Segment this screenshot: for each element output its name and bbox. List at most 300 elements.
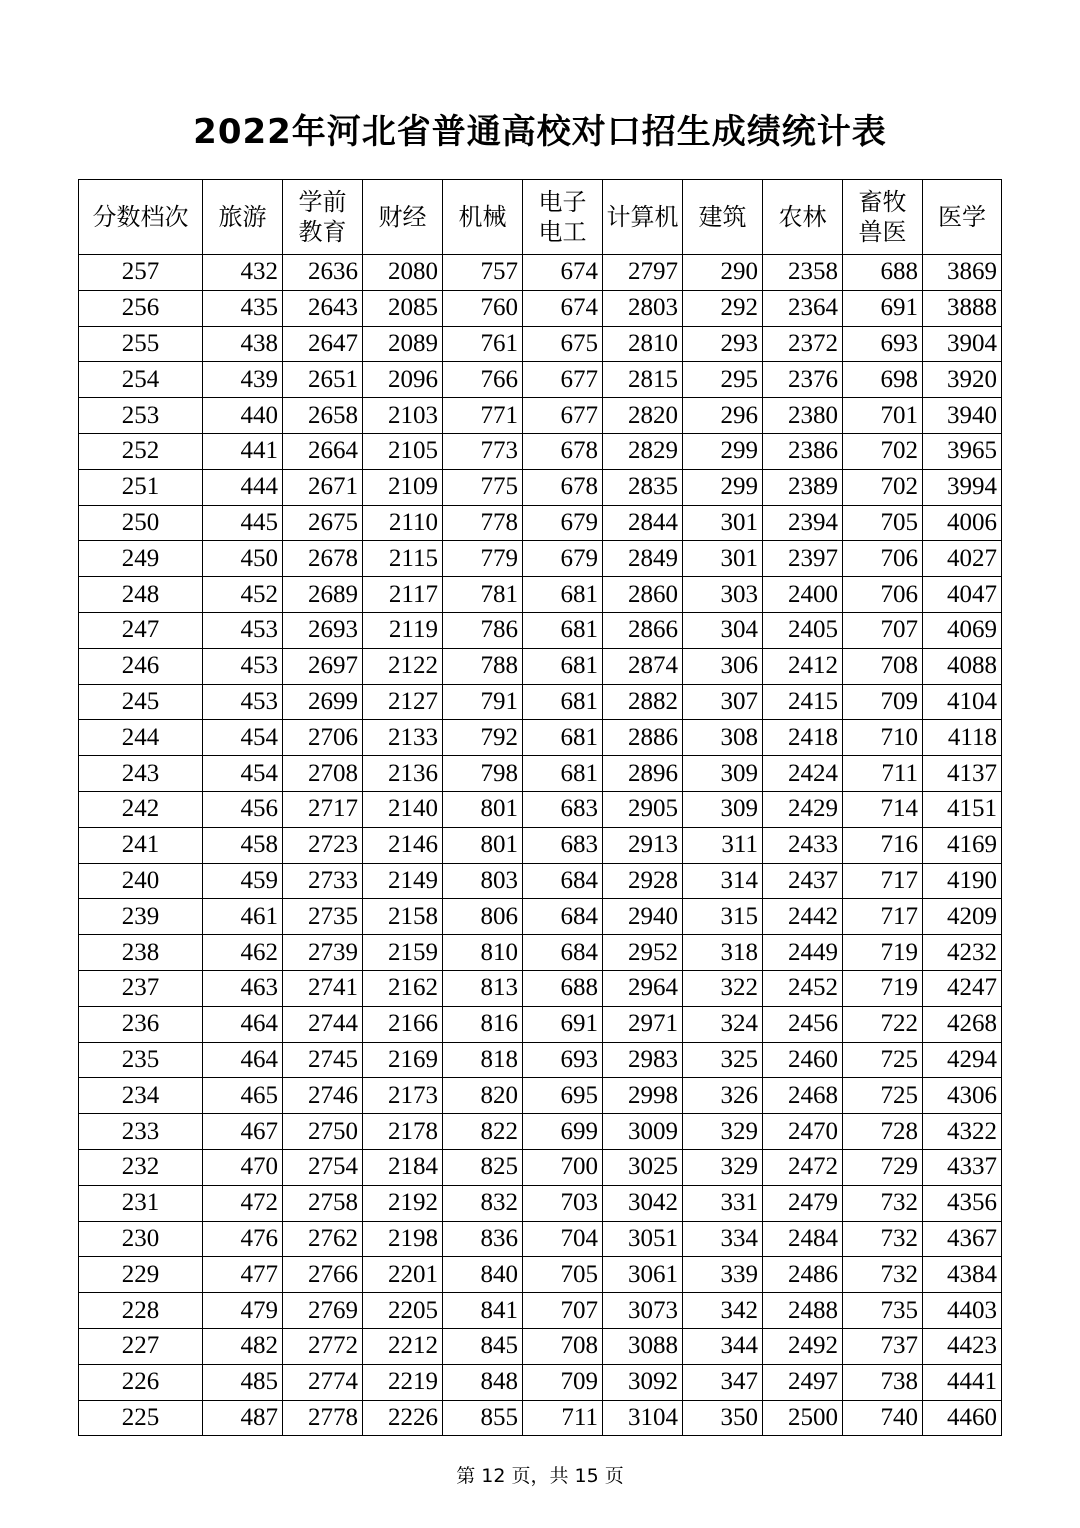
count-cell: 2192 [363, 1185, 443, 1221]
count-cell: 738 [843, 1364, 923, 1400]
count-cell: 699 [523, 1114, 603, 1150]
score-cell: 237 [79, 970, 203, 1006]
count-cell: 4294 [923, 1042, 1002, 1078]
count-cell: 4118 [923, 720, 1002, 756]
column-header: 建筑 [683, 180, 763, 255]
count-cell: 4403 [923, 1293, 1002, 1329]
count-cell: 3051 [603, 1221, 683, 1257]
count-cell: 806 [443, 899, 523, 935]
count-cell: 2675 [283, 505, 363, 541]
count-cell: 2998 [603, 1078, 683, 1114]
count-cell: 2882 [603, 684, 683, 720]
count-cell: 292 [683, 290, 763, 326]
count-cell: 2442 [763, 899, 843, 935]
count-cell: 314 [683, 863, 763, 899]
count-cell: 2769 [283, 1293, 363, 1329]
count-cell: 2105 [363, 433, 443, 469]
count-cell: 708 [843, 648, 923, 684]
table-row [79, 1006, 1002, 1042]
count-cell: 2415 [763, 684, 843, 720]
count-cell: 2358 [763, 255, 843, 291]
count-cell: 318 [683, 935, 763, 971]
count-cell: 2424 [763, 756, 843, 792]
count-cell: 771 [443, 398, 523, 434]
count-cell: 729 [843, 1149, 923, 1185]
count-cell: 4047 [923, 577, 1002, 613]
count-cell: 679 [523, 541, 603, 577]
count-cell: 3994 [923, 469, 1002, 505]
count-cell: 855 [443, 1400, 523, 1436]
count-cell: 2913 [603, 827, 683, 863]
column-header: 计算机 [603, 180, 683, 255]
count-cell: 452 [203, 577, 283, 613]
count-cell: 678 [523, 433, 603, 469]
count-cell: 2437 [763, 863, 843, 899]
count-cell: 3920 [923, 362, 1002, 398]
count-cell: 681 [523, 612, 603, 648]
table-row [79, 469, 1002, 505]
count-cell: 307 [683, 684, 763, 720]
count-cell: 2896 [603, 756, 683, 792]
count-cell: 2699 [283, 684, 363, 720]
count-cell: 709 [523, 1364, 603, 1400]
count-cell: 841 [443, 1293, 523, 1329]
table-row [79, 1364, 1002, 1400]
count-cell: 2470 [763, 1114, 843, 1150]
count-cell: 2952 [603, 935, 683, 971]
count-cell: 2397 [763, 541, 843, 577]
count-cell: 681 [523, 720, 603, 756]
score-cell: 225 [79, 1400, 203, 1436]
count-cell: 706 [843, 577, 923, 613]
score-cell: 248 [79, 577, 203, 613]
count-cell: 681 [523, 577, 603, 613]
count-cell: 2178 [363, 1114, 443, 1150]
count-cell: 3009 [603, 1114, 683, 1150]
table-row [79, 684, 1002, 720]
count-cell: 3073 [603, 1293, 683, 1329]
count-cell: 326 [683, 1078, 763, 1114]
count-cell: 2159 [363, 935, 443, 971]
score-cell: 229 [79, 1257, 203, 1293]
count-cell: 2829 [603, 433, 683, 469]
count-cell: 2460 [763, 1042, 843, 1078]
score-cell: 246 [79, 648, 203, 684]
count-cell: 4169 [923, 827, 1002, 863]
count-cell: 459 [203, 863, 283, 899]
count-cell: 2708 [283, 756, 363, 792]
count-cell: 2364 [763, 290, 843, 326]
count-cell: 702 [843, 469, 923, 505]
count-cell: 2226 [363, 1400, 443, 1436]
count-cell: 773 [443, 433, 523, 469]
table-row [79, 827, 1002, 863]
count-cell: 295 [683, 362, 763, 398]
table-row [79, 612, 1002, 648]
count-cell: 695 [523, 1078, 603, 1114]
score-cell: 252 [79, 433, 203, 469]
count-cell: 3104 [603, 1400, 683, 1436]
score-cell: 245 [79, 684, 203, 720]
count-cell: 2449 [763, 935, 843, 971]
count-cell: 798 [443, 756, 523, 792]
count-cell: 2205 [363, 1293, 443, 1329]
count-cell: 2158 [363, 899, 443, 935]
count-cell: 691 [843, 290, 923, 326]
count-cell: 487 [203, 1400, 283, 1436]
table-row [79, 863, 1002, 899]
count-cell: 677 [523, 398, 603, 434]
count-cell: 710 [843, 720, 923, 756]
count-cell: 2400 [763, 577, 843, 613]
count-cell: 2418 [763, 720, 843, 756]
count-cell: 4137 [923, 756, 1002, 792]
column-header: 农林 [763, 180, 843, 255]
count-cell: 704 [523, 1221, 603, 1257]
count-cell: 716 [843, 827, 923, 863]
count-cell: 714 [843, 791, 923, 827]
count-cell: 299 [683, 433, 763, 469]
count-cell: 2488 [763, 1293, 843, 1329]
score-cell: 251 [79, 469, 203, 505]
count-cell: 683 [523, 791, 603, 827]
count-cell: 2162 [363, 970, 443, 1006]
count-cell: 725 [843, 1078, 923, 1114]
count-cell: 472 [203, 1185, 283, 1221]
count-cell: 832 [443, 1185, 523, 1221]
count-cell: 683 [523, 827, 603, 863]
table-row [79, 970, 1002, 1006]
count-cell: 2219 [363, 1364, 443, 1400]
count-cell: 2169 [363, 1042, 443, 1078]
count-cell: 3092 [603, 1364, 683, 1400]
count-cell: 322 [683, 970, 763, 1006]
count-cell: 818 [443, 1042, 523, 1078]
score-cell: 250 [79, 505, 203, 541]
count-cell: 2758 [283, 1185, 363, 1221]
count-cell: 304 [683, 612, 763, 648]
count-cell: 836 [443, 1221, 523, 1257]
table-row [79, 1400, 1002, 1436]
count-cell: 2133 [363, 720, 443, 756]
count-cell: 3965 [923, 433, 1002, 469]
count-cell: 700 [523, 1149, 603, 1185]
count-cell: 681 [523, 684, 603, 720]
count-cell: 717 [843, 899, 923, 935]
count-cell: 2810 [603, 326, 683, 362]
count-cell: 757 [443, 255, 523, 291]
count-cell: 677 [523, 362, 603, 398]
count-cell: 4337 [923, 1149, 1002, 1185]
count-cell: 309 [683, 791, 763, 827]
table-row [79, 398, 1002, 434]
count-cell: 2983 [603, 1042, 683, 1078]
count-cell: 705 [523, 1257, 603, 1293]
count-cell: 678 [523, 469, 603, 505]
count-cell: 2456 [763, 1006, 843, 1042]
count-cell: 467 [203, 1114, 283, 1150]
count-cell: 2647 [283, 326, 363, 362]
column-header: 学前 教育 [283, 180, 363, 255]
count-cell: 735 [843, 1293, 923, 1329]
count-cell: 848 [443, 1364, 523, 1400]
count-cell: 301 [683, 541, 763, 577]
count-cell: 2479 [763, 1185, 843, 1221]
count-cell: 2122 [363, 648, 443, 684]
score-cell: 227 [79, 1328, 203, 1364]
count-cell: 791 [443, 684, 523, 720]
score-cell: 234 [79, 1078, 203, 1114]
count-cell: 674 [523, 255, 603, 291]
table-row [79, 433, 1002, 469]
count-cell: 342 [683, 1293, 763, 1329]
table-row [79, 1149, 1002, 1185]
count-cell: 4247 [923, 970, 1002, 1006]
count-cell: 2866 [603, 612, 683, 648]
count-cell: 701 [843, 398, 923, 434]
count-cell: 2394 [763, 505, 843, 541]
table-row [79, 1257, 1002, 1293]
count-cell: 2486 [763, 1257, 843, 1293]
table-row [79, 1185, 1002, 1221]
table-row [79, 1042, 1002, 1078]
score-cell: 228 [79, 1293, 203, 1329]
count-cell: 445 [203, 505, 283, 541]
count-cell: 4006 [923, 505, 1002, 541]
count-cell: 4356 [923, 1185, 1002, 1221]
count-cell: 482 [203, 1328, 283, 1364]
score-cell: 255 [79, 326, 203, 362]
count-cell: 2184 [363, 1149, 443, 1185]
count-cell: 441 [203, 433, 283, 469]
count-cell: 309 [683, 756, 763, 792]
count-cell: 2778 [283, 1400, 363, 1436]
count-cell: 293 [683, 326, 763, 362]
count-cell: 725 [843, 1042, 923, 1078]
count-cell: 308 [683, 720, 763, 756]
count-cell: 786 [443, 612, 523, 648]
score-cell: 226 [79, 1364, 203, 1400]
count-cell: 2198 [363, 1221, 443, 1257]
count-cell: 2741 [283, 970, 363, 1006]
score-table-wrapper [78, 179, 1001, 1436]
count-cell: 2754 [283, 1149, 363, 1185]
count-cell: 444 [203, 469, 283, 505]
count-cell: 792 [443, 720, 523, 756]
column-header: 机械 [443, 180, 523, 255]
count-cell: 4069 [923, 612, 1002, 648]
count-cell: 732 [843, 1257, 923, 1293]
count-cell: 2429 [763, 791, 843, 827]
count-cell: 4306 [923, 1078, 1002, 1114]
count-cell: 458 [203, 827, 283, 863]
count-cell: 4232 [923, 935, 1002, 971]
count-cell: 4322 [923, 1114, 1002, 1150]
count-cell: 740 [843, 1400, 923, 1436]
table-row [79, 1114, 1002, 1150]
count-cell: 691 [523, 1006, 603, 1042]
count-cell: 2636 [283, 255, 363, 291]
count-cell: 296 [683, 398, 763, 434]
count-cell: 2500 [763, 1400, 843, 1436]
count-cell: 711 [843, 756, 923, 792]
count-cell: 2723 [283, 827, 363, 863]
count-cell: 4190 [923, 863, 1002, 899]
count-cell: 438 [203, 326, 283, 362]
count-cell: 2372 [763, 326, 843, 362]
count-cell: 2085 [363, 290, 443, 326]
count-cell: 2658 [283, 398, 363, 434]
count-cell: 2750 [283, 1114, 363, 1150]
count-cell: 2860 [603, 577, 683, 613]
count-cell: 462 [203, 935, 283, 971]
score-cell: 235 [79, 1042, 203, 1078]
count-cell: 311 [683, 827, 763, 863]
count-cell: 2735 [283, 899, 363, 935]
score-cell: 231 [79, 1185, 203, 1221]
page-title: 2022年河北省普通高校对口招生成绩统计表 [193, 112, 887, 152]
score-cell: 238 [79, 935, 203, 971]
count-cell: 2664 [283, 433, 363, 469]
table-row [79, 290, 1002, 326]
score-cell: 247 [79, 612, 203, 648]
count-cell: 816 [443, 1006, 523, 1042]
count-cell: 2772 [283, 1328, 363, 1364]
count-cell: 329 [683, 1114, 763, 1150]
count-cell: 681 [523, 648, 603, 684]
count-cell: 2803 [603, 290, 683, 326]
count-cell: 347 [683, 1364, 763, 1400]
count-cell: 2110 [363, 505, 443, 541]
count-cell: 325 [683, 1042, 763, 1078]
count-cell: 331 [683, 1185, 763, 1221]
count-cell: 2797 [603, 255, 683, 291]
count-cell: 688 [843, 255, 923, 291]
count-cell: 737 [843, 1328, 923, 1364]
count-cell: 2746 [283, 1078, 363, 1114]
count-cell: 453 [203, 648, 283, 684]
count-cell: 693 [843, 326, 923, 362]
score-cell: 233 [79, 1114, 203, 1150]
count-cell: 2689 [283, 577, 363, 613]
count-cell: 2089 [363, 326, 443, 362]
score-cell: 236 [79, 1006, 203, 1042]
count-cell: 450 [203, 541, 283, 577]
count-cell: 2103 [363, 398, 443, 434]
count-cell: 324 [683, 1006, 763, 1042]
count-cell: 709 [843, 684, 923, 720]
count-cell: 301 [683, 505, 763, 541]
count-cell: 719 [843, 935, 923, 971]
count-cell: 810 [443, 935, 523, 971]
count-cell: 825 [443, 1149, 523, 1185]
count-cell: 707 [843, 612, 923, 648]
score-cell: 244 [79, 720, 203, 756]
count-cell: 674 [523, 290, 603, 326]
count-cell: 732 [843, 1221, 923, 1257]
count-cell: 2964 [603, 970, 683, 1006]
count-cell: 4460 [923, 1400, 1002, 1436]
count-cell: 463 [203, 970, 283, 1006]
count-cell: 303 [683, 577, 763, 613]
count-cell: 3904 [923, 326, 1002, 362]
count-cell: 334 [683, 1221, 763, 1257]
count-cell: 465 [203, 1078, 283, 1114]
count-cell: 2697 [283, 648, 363, 684]
count-cell: 2874 [603, 648, 683, 684]
count-cell: 684 [523, 935, 603, 971]
count-cell: 675 [523, 326, 603, 362]
count-cell: 3888 [923, 290, 1002, 326]
score-cell: 240 [79, 863, 203, 899]
count-cell: 3042 [603, 1185, 683, 1221]
count-cell: 2706 [283, 720, 363, 756]
count-cell: 2693 [283, 612, 363, 648]
count-cell: 702 [843, 433, 923, 469]
count-cell: 4441 [923, 1364, 1002, 1400]
count-cell: 2146 [363, 827, 443, 863]
count-cell: 477 [203, 1257, 283, 1293]
count-cell: 722 [843, 1006, 923, 1042]
count-cell: 781 [443, 577, 523, 613]
count-cell: 2212 [363, 1328, 443, 1364]
count-cell: 2080 [363, 255, 443, 291]
count-cell: 4088 [923, 648, 1002, 684]
table-row [79, 899, 1002, 935]
table-row [79, 362, 1002, 398]
count-cell: 778 [443, 505, 523, 541]
score-cell: 257 [79, 255, 203, 291]
count-cell: 476 [203, 1221, 283, 1257]
column-header: 旅游 [203, 180, 283, 255]
table-row [79, 1293, 1002, 1329]
count-cell: 2774 [283, 1364, 363, 1400]
count-cell: 2671 [283, 469, 363, 505]
count-cell: 479 [203, 1293, 283, 1329]
count-cell: 2380 [763, 398, 843, 434]
column-header: 电子 电工 [523, 180, 603, 255]
count-cell: 4027 [923, 541, 1002, 577]
count-cell: 454 [203, 756, 283, 792]
count-cell: 845 [443, 1328, 523, 1364]
count-cell: 440 [203, 398, 283, 434]
count-cell: 684 [523, 863, 603, 899]
count-cell: 705 [843, 505, 923, 541]
count-cell: 2733 [283, 863, 363, 899]
count-cell: 299 [683, 469, 763, 505]
table-row [79, 648, 1002, 684]
count-cell: 728 [843, 1114, 923, 1150]
count-cell: 461 [203, 899, 283, 935]
count-cell: 290 [683, 255, 763, 291]
count-cell: 2140 [363, 791, 443, 827]
count-cell: 803 [443, 863, 523, 899]
table-row [79, 326, 1002, 362]
score-statistics-table [78, 179, 1002, 1436]
count-cell: 2820 [603, 398, 683, 434]
count-cell: 717 [843, 863, 923, 899]
column-header: 医学 [923, 180, 1002, 255]
count-cell: 2115 [363, 541, 443, 577]
count-cell: 706 [843, 541, 923, 577]
count-cell: 2149 [363, 863, 443, 899]
count-cell: 2745 [283, 1042, 363, 1078]
table-row [79, 577, 1002, 613]
count-cell: 688 [523, 970, 603, 1006]
count-cell: 2497 [763, 1364, 843, 1400]
count-cell: 703 [523, 1185, 603, 1221]
count-cell: 4268 [923, 1006, 1002, 1042]
